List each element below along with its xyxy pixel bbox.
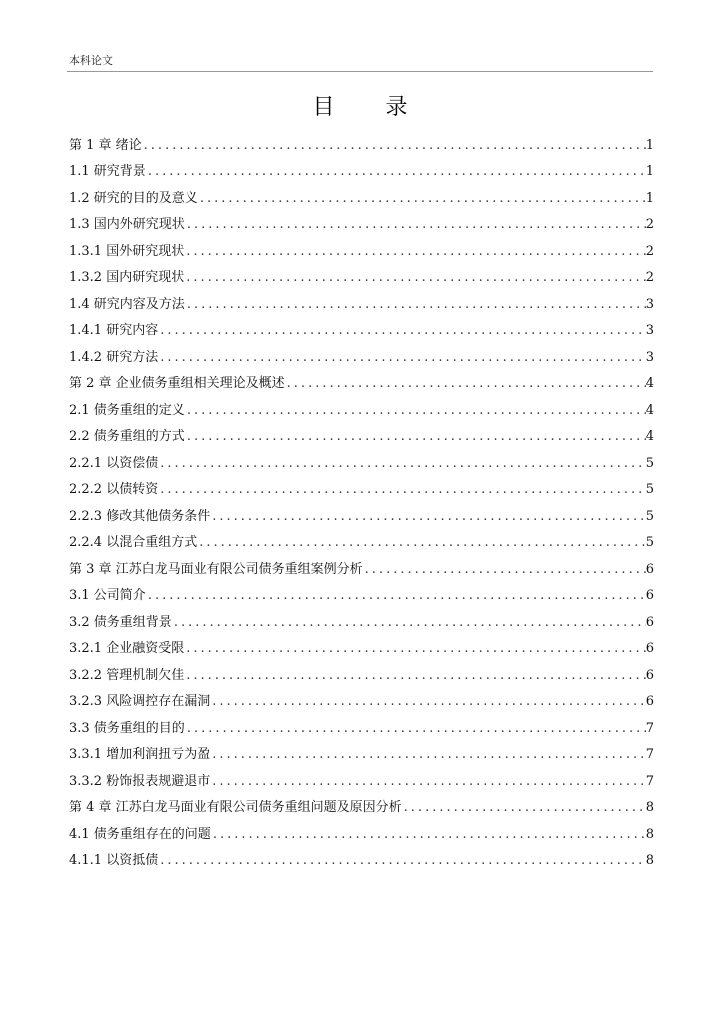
toc-page-number: 7 <box>645 773 654 789</box>
toc-entry[interactable] <box>69 206 654 233</box>
toc-entry[interactable] <box>69 683 654 710</box>
toc-entry-title: 2.2 债务重组的方式 <box>69 429 185 444</box>
toc-page-number: 6 <box>645 694 654 709</box>
table-of-contents <box>69 126 654 868</box>
toc-dot-leader <box>187 217 646 232</box>
toc-entry[interactable] <box>69 471 654 498</box>
toc-entry[interactable] <box>69 656 654 683</box>
toc-entry-title: 第 3 章 江苏白龙马面业有限公司债务重组案例分析 <box>69 561 363 577</box>
toc-dot-leader <box>200 191 646 206</box>
toc-entry-title: 1.3 国内外研究现状 <box>69 217 185 232</box>
toc-dot-leader <box>199 535 646 550</box>
toc-dot-leader <box>174 615 646 630</box>
toc-dot-leader <box>287 376 646 391</box>
toc-dot-leader <box>212 509 646 524</box>
toc-page-number: 5 <box>645 482 654 497</box>
toc-entry-title: 2.1 债务重组的定义 <box>69 402 185 418</box>
toc-page-number: 1 <box>645 137 654 153</box>
toc-entry[interactable] <box>69 232 654 259</box>
toc-dot-leader <box>186 641 646 656</box>
toc-title: 目 录 <box>312 95 430 120</box>
toc-dot-leader <box>187 721 646 736</box>
toc-entry-title: 1.4.1 研究内容 <box>69 323 159 338</box>
toc-entry-title: 第 4 章 江苏白龙马面业有限公司债务重组问题及原因分析 <box>69 800 402 815</box>
toc-entry[interactable] <box>69 153 654 180</box>
toc-entry[interactable] <box>69 524 654 551</box>
toc-page-number: 2 <box>645 243 654 259</box>
toc-page-number: 5 <box>645 535 654 550</box>
toc-entry-title: 2.2.4 以混合重组方式 <box>69 535 198 550</box>
toc-entry[interactable] <box>69 789 654 816</box>
toc-entry-title: 3.2.1 企业融资受限 <box>69 641 185 656</box>
toc-entry[interactable] <box>69 762 654 789</box>
toc-entry[interactable] <box>69 444 654 471</box>
toc-page-number: 2 <box>645 217 654 232</box>
toc-page-number: 6 <box>645 561 654 577</box>
toc-entry-title: 3.2 债务重组背景 <box>69 614 172 630</box>
toc-entry-title: 第 1 章 绪论 <box>69 137 142 153</box>
toc-entry-title: 1.2 研究的目的及意义 <box>69 190 198 206</box>
toc-entry-title: 1.1 研究背景 <box>69 164 146 179</box>
toc-page-number: 4 <box>645 376 654 391</box>
toc-page-number: 6 <box>645 614 654 630</box>
toc-page-number: 3 <box>645 323 654 338</box>
toc-page-number: 4 <box>645 402 654 418</box>
toc-dot-leader <box>186 668 646 683</box>
toc-entry-title: 3.3.2 粉饰报表规避退市 <box>69 773 211 789</box>
toc-entry[interactable] <box>69 259 654 286</box>
toc-dot-leader <box>186 244 646 259</box>
toc-page-number: 6 <box>645 667 654 683</box>
toc-page-number: 2 <box>645 270 654 285</box>
toc-dot-leader <box>212 774 646 789</box>
toc-page-number: 3 <box>645 296 654 312</box>
toc-entry[interactable] <box>69 709 654 736</box>
toc-page-number: 8 <box>645 800 654 815</box>
toc-entry-title: 1.4.2 研究方法 <box>69 349 159 365</box>
toc-dot-leader <box>160 853 646 868</box>
toc-entry-title: 3.3.1 增加利润扭亏为盈 <box>69 747 211 762</box>
toc-dot-leader <box>186 270 646 285</box>
toc-entry-title: 4.1.1 以资抵债 <box>69 853 159 868</box>
toc-entry[interactable] <box>69 418 654 445</box>
toc-dot-leader <box>160 350 646 365</box>
document-header-label: 本科论文 <box>69 54 113 67</box>
toc-entry-title: 3.3 债务重组的目的 <box>69 720 185 736</box>
toc-entry[interactable] <box>69 179 654 206</box>
toc-entry-title: 3.2.2 管理机制欠佳 <box>69 667 185 683</box>
toc-entry[interactable] <box>69 497 654 524</box>
toc-page-number: 1 <box>645 164 654 179</box>
toc-entry[interactable] <box>69 603 654 630</box>
toc-dot-leader <box>213 827 646 842</box>
toc-entry-title: 3.1 公司简介 <box>69 588 146 603</box>
toc-entry[interactable] <box>69 312 654 339</box>
toc-dot-leader <box>365 562 646 577</box>
toc-entry[interactable] <box>69 815 654 842</box>
toc-dot-leader <box>187 429 646 444</box>
toc-entry[interactable] <box>69 577 654 604</box>
toc-dot-leader <box>144 138 646 153</box>
header-divider <box>67 71 653 72</box>
toc-page-number: 7 <box>645 747 654 762</box>
toc-entry-title: 第 2 章 企业债务重组相关理论及概述 <box>69 376 285 391</box>
toc-page-number: 4 <box>645 429 654 444</box>
toc-entry-title: 1.3.1 国外研究现状 <box>69 243 185 259</box>
toc-page-number: 5 <box>645 508 654 524</box>
toc-page-number: 8 <box>645 826 654 842</box>
toc-page-number: 3 <box>645 349 654 365</box>
toc-page-number: 5 <box>645 455 654 471</box>
toc-entry[interactable] <box>69 126 654 153</box>
toc-entry-title: 2.2.3 修改其他债务条件 <box>69 508 211 524</box>
toc-entry-title: 1.3.2 国内研究现状 <box>69 270 185 285</box>
toc-entry[interactable] <box>69 391 654 418</box>
toc-entry[interactable] <box>69 285 654 312</box>
toc-entry-title: 4.1 债务重组存在的问题 <box>69 826 211 842</box>
toc-page-number: 7 <box>645 720 654 736</box>
toc-dot-leader <box>148 164 646 179</box>
toc-entry-title: 3.2.3 风险调控存在漏洞 <box>69 694 211 709</box>
toc-dot-leader <box>160 456 646 471</box>
toc-dot-leader <box>404 800 646 815</box>
toc-entry-title: 1.4 研究内容及方法 <box>69 296 185 312</box>
toc-page-number: 1 <box>645 190 654 206</box>
toc-page-number: 8 <box>645 853 654 868</box>
toc-entry-title: 2.2.1 以资偿债 <box>69 455 159 471</box>
toc-entry[interactable] <box>69 550 654 577</box>
toc-dot-leader <box>148 588 646 603</box>
toc-entry[interactable] <box>69 736 654 763</box>
toc-dot-leader <box>212 694 646 709</box>
toc-entry[interactable] <box>69 365 654 392</box>
toc-page-number: 6 <box>645 641 654 656</box>
toc-entry[interactable] <box>69 338 654 365</box>
toc-dot-leader <box>212 747 646 762</box>
toc-entry-title: 2.2.2 以债转资 <box>69 482 159 497</box>
toc-page-number: 6 <box>645 588 654 603</box>
toc-dot-leader <box>187 297 646 312</box>
toc-dot-leader <box>187 403 646 418</box>
toc-dot-leader <box>160 482 646 497</box>
toc-entry[interactable] <box>69 630 654 657</box>
toc-entry[interactable] <box>69 842 654 869</box>
toc-dot-leader <box>160 323 646 338</box>
